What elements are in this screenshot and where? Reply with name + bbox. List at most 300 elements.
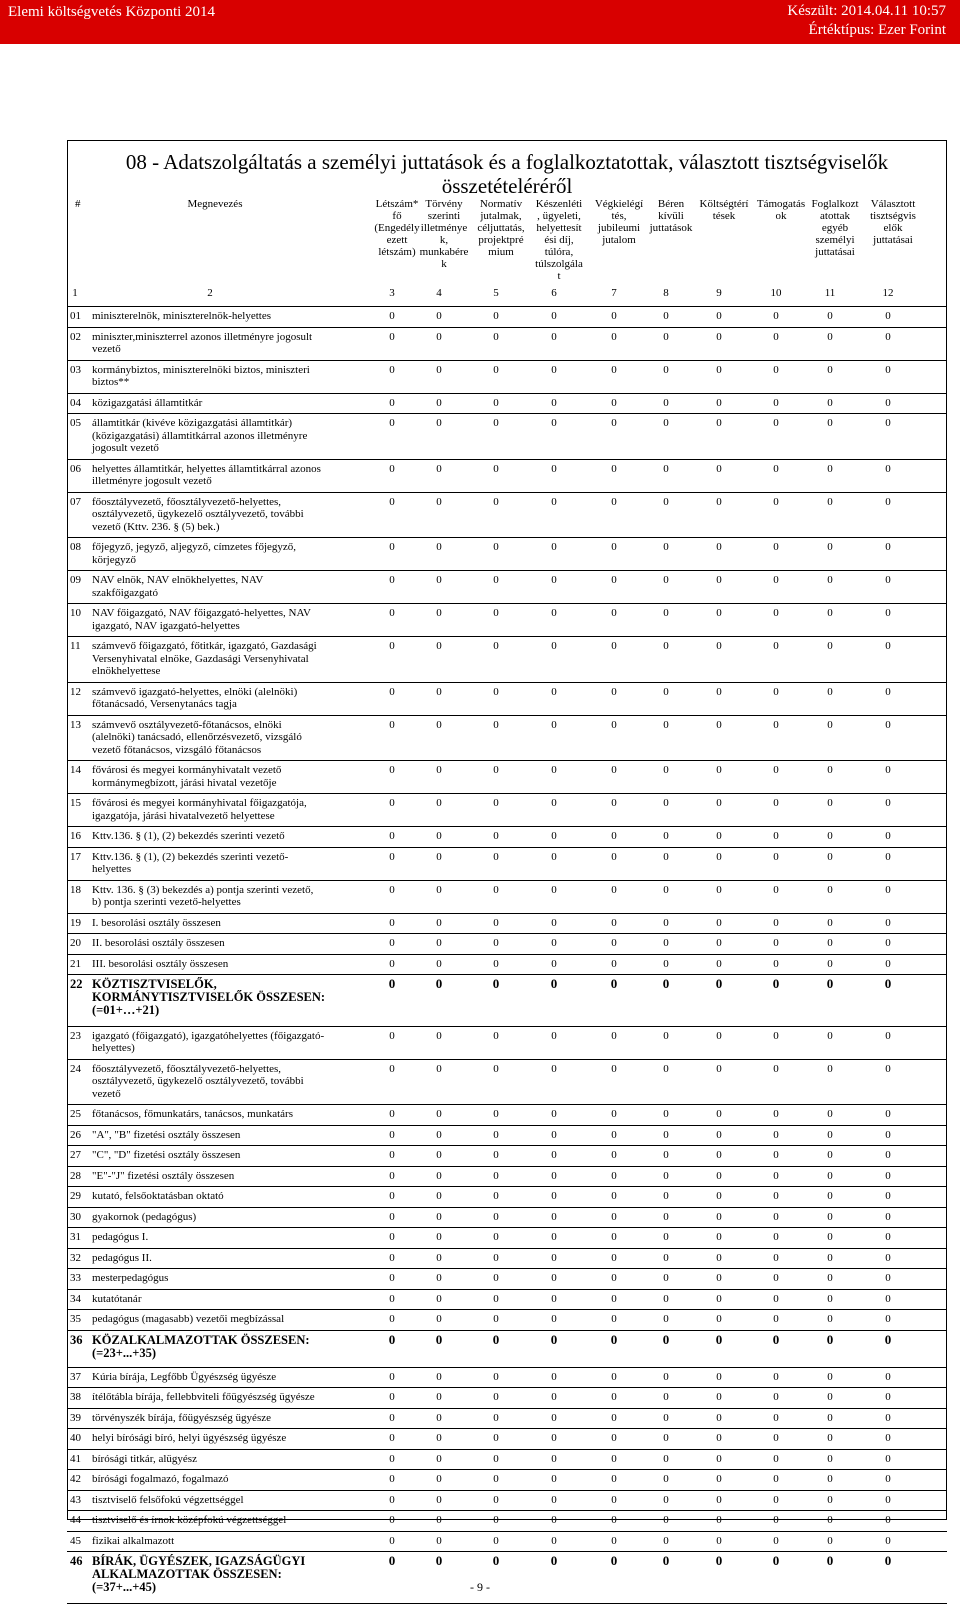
cell-elected-officials: 0 bbox=[885, 1514, 891, 1526]
cell-fringe-benefits: 0 bbox=[662, 1331, 670, 1347]
cell-standby-overtime: 0 bbox=[551, 330, 557, 343]
row-label-line: körjegyző bbox=[92, 553, 136, 566]
row-label-line: vezető (Kttv. 236. § (5) bek.) bbox=[92, 520, 220, 533]
row-label-line: igazgató, NAV igazgató-helyettes bbox=[92, 619, 240, 632]
cell-headcount: 0 bbox=[388, 1553, 396, 1568]
row-divider bbox=[67, 636, 947, 637]
table-row bbox=[67, 1293, 947, 1306]
cell-standby-overtime: 0 bbox=[551, 396, 557, 409]
cell-fringe-benefits: 0 bbox=[663, 1370, 669, 1383]
col-header-line: helyettesít bbox=[536, 222, 582, 234]
row-divider bbox=[67, 1469, 947, 1470]
row-number: 41 bbox=[70, 1452, 81, 1465]
cell-normative-bonus: 0 bbox=[493, 1391, 499, 1403]
cell-standby-overtime: 0 bbox=[551, 574, 557, 586]
row-label-line: BÍRÁK, ÜGYÉSZEK, IGAZSÁGÜGYI bbox=[92, 1554, 306, 1568]
cell-standby-overtime: 0 bbox=[550, 976, 558, 991]
cell-headcount: 0 bbox=[389, 1062, 395, 1075]
cell-statutory-salary: 0 bbox=[436, 685, 442, 698]
cell-elected-officials: 0 bbox=[884, 1331, 892, 1347]
col-header-line: (Engedély bbox=[374, 222, 420, 234]
cell-reimbursements: 0 bbox=[716, 330, 722, 343]
cell-headcount: 0 bbox=[389, 685, 395, 698]
row-label-line: bírósági titkár, alügyész bbox=[92, 1452, 197, 1465]
cell-severance-jubilee: 0 bbox=[610, 1331, 618, 1347]
col-header-line: ezett bbox=[386, 234, 408, 246]
cell-fringe-benefits: 0 bbox=[663, 937, 669, 949]
cell-other-personnel: 0 bbox=[827, 396, 833, 409]
cell-elected-officials: 0 bbox=[885, 1251, 891, 1264]
cell-headcount: 0 bbox=[389, 1029, 395, 1042]
cell-reimbursements: 0 bbox=[716, 1251, 722, 1264]
cell-standby-overtime: 0 bbox=[551, 1272, 557, 1284]
row-number: 25 bbox=[70, 1108, 81, 1120]
cell-subsidies: 0 bbox=[773, 1432, 779, 1444]
cell-elected-officials: 0 bbox=[885, 1473, 891, 1485]
row-label bbox=[92, 1453, 337, 1466]
cell-reimbursements: 0 bbox=[716, 937, 722, 949]
table-row bbox=[67, 1108, 947, 1121]
cell-other-personnel: 0 bbox=[826, 976, 834, 991]
cell-normative-bonus: 0 bbox=[493, 883, 499, 896]
cell-other-personnel: 0 bbox=[827, 1473, 833, 1485]
cell-reimbursements: 0 bbox=[716, 495, 722, 508]
cell-subsidies: 0 bbox=[773, 916, 779, 929]
cell-normative-bonus: 0 bbox=[493, 1534, 499, 1547]
row-label bbox=[92, 1514, 337, 1527]
cell-other-personnel: 0 bbox=[827, 1391, 833, 1403]
cell-subsidies: 0 bbox=[773, 363, 779, 376]
cell-headcount: 0 bbox=[389, 330, 395, 343]
cell-headcount: 0 bbox=[389, 462, 395, 475]
cell-subsidies: 0 bbox=[773, 1493, 779, 1506]
row-divider bbox=[67, 826, 947, 827]
col-header-line: ok bbox=[775, 210, 787, 222]
cell-subsidies: 0 bbox=[773, 1062, 779, 1075]
col-header-line: jutalmak, bbox=[480, 210, 522, 222]
row-divider bbox=[67, 1289, 947, 1290]
cell-reimbursements: 0 bbox=[715, 1331, 723, 1347]
row-label-line: közigazgatási államtitkár bbox=[92, 396, 203, 409]
col-header-line: jutalom bbox=[602, 234, 636, 246]
row-divider bbox=[67, 1186, 947, 1187]
cell-reimbursements: 0 bbox=[715, 1553, 723, 1568]
row-number: 19 bbox=[70, 916, 81, 929]
cell-fringe-benefits: 0 bbox=[663, 1210, 669, 1223]
row-number: 30 bbox=[70, 1210, 81, 1223]
row-label-line: mesterpedagógus bbox=[92, 1272, 169, 1284]
table-row bbox=[67, 1231, 947, 1244]
row-label-line: törvényszék bírája, főügyészség ügyésze bbox=[92, 1411, 271, 1424]
cell-fringe-benefits: 0 bbox=[663, 541, 669, 553]
table-row bbox=[67, 1063, 947, 1101]
cell-fringe-benefits: 0 bbox=[663, 1108, 669, 1120]
cell-statutory-salary: 0 bbox=[436, 1534, 442, 1547]
row-number: 27 bbox=[70, 1149, 81, 1161]
cell-standby-overtime: 0 bbox=[551, 1473, 557, 1485]
row-number: 44 bbox=[70, 1514, 81, 1526]
col-header-line: illetménye bbox=[420, 222, 468, 234]
created-timestamp: Készült: 2014.04.11 10:57 bbox=[787, 3, 946, 19]
cell-reimbursements: 0 bbox=[716, 1473, 722, 1485]
col-header-other-personnel bbox=[804, 198, 866, 258]
row-divider bbox=[67, 1145, 947, 1146]
cell-headcount: 0 bbox=[389, 1272, 395, 1284]
table-row bbox=[67, 331, 947, 356]
cell-subsidies: 0 bbox=[773, 1149, 779, 1161]
cell-reimbursements: 0 bbox=[716, 883, 722, 896]
cell-headcount: 0 bbox=[389, 1391, 395, 1403]
cell-subsidies: 0 bbox=[773, 937, 779, 949]
cell-headcount: 0 bbox=[389, 541, 395, 553]
cell-subsidies: 0 bbox=[773, 310, 779, 322]
col-header-line: tés, bbox=[611, 210, 627, 222]
row-divider bbox=[67, 1125, 947, 1126]
cell-normative-bonus: 0 bbox=[493, 850, 499, 863]
cell-severance-jubilee: 0 bbox=[611, 310, 617, 322]
cell-statutory-salary: 0 bbox=[436, 1473, 442, 1485]
row-number: 35 bbox=[70, 1313, 81, 1325]
cell-fringe-benefits: 0 bbox=[663, 363, 669, 376]
cell-reimbursements: 0 bbox=[716, 1514, 722, 1526]
row-label bbox=[92, 1149, 337, 1162]
cell-elected-officials: 0 bbox=[885, 541, 891, 553]
cell-statutory-salary: 0 bbox=[436, 1432, 442, 1444]
column-number: 7 bbox=[611, 287, 617, 299]
cell-reimbursements: 0 bbox=[716, 1411, 722, 1424]
table-row bbox=[67, 496, 947, 534]
row-label-line: vezető bbox=[92, 343, 121, 355]
row-number: 06 bbox=[70, 462, 81, 475]
cell-headcount: 0 bbox=[389, 1128, 395, 1141]
cell-other-personnel: 0 bbox=[827, 1231, 833, 1243]
cell-elected-officials: 0 bbox=[885, 574, 891, 586]
cell-reimbursements: 0 bbox=[716, 830, 722, 842]
cell-other-personnel: 0 bbox=[826, 1331, 834, 1347]
cell-fringe-benefits: 0 bbox=[663, 1514, 669, 1526]
cell-standby-overtime: 0 bbox=[551, 1062, 557, 1075]
cell-reimbursements: 0 bbox=[716, 1452, 722, 1465]
table-row bbox=[67, 1412, 947, 1425]
row-label bbox=[92, 1211, 337, 1224]
row-label bbox=[92, 417, 337, 455]
cell-standby-overtime: 0 bbox=[551, 1169, 557, 1182]
table-row bbox=[67, 417, 947, 455]
cell-statutory-salary: 0 bbox=[436, 1292, 442, 1305]
cell-subsidies: 0 bbox=[773, 1128, 779, 1141]
cell-normative-bonus: 0 bbox=[493, 1370, 499, 1383]
row-divider bbox=[67, 880, 947, 881]
name-header: Megnevezés bbox=[187, 198, 243, 210]
row-label-line: vezető bbox=[92, 1087, 121, 1100]
cell-statutory-salary: 0 bbox=[436, 574, 442, 586]
cell-normative-bonus: 0 bbox=[493, 830, 499, 842]
row-number: 39 bbox=[70, 1411, 81, 1424]
col-header-line: létszám) bbox=[378, 246, 416, 258]
table-row bbox=[67, 1391, 947, 1404]
cell-statutory-salary: 0 bbox=[436, 1272, 442, 1284]
row-divider bbox=[67, 1104, 947, 1105]
row-divider bbox=[67, 715, 947, 716]
cell-subsidies: 0 bbox=[773, 396, 779, 409]
row-divider bbox=[67, 793, 947, 794]
cell-severance-jubilee: 0 bbox=[611, 330, 617, 343]
cell-normative-bonus: 0 bbox=[493, 764, 499, 776]
row-label bbox=[92, 1494, 337, 1507]
cell-subsidies: 0 bbox=[773, 1108, 779, 1120]
row-label-line: KÖZTISZTVISELŐK, bbox=[92, 977, 217, 991]
col-header-line: szerinti bbox=[427, 210, 461, 222]
value-type: Értéktípus: Ezer Forint bbox=[808, 22, 946, 38]
table-row bbox=[67, 797, 947, 822]
cell-headcount: 0 bbox=[389, 718, 395, 731]
cell-fringe-benefits: 0 bbox=[663, 1062, 669, 1075]
cell-standby-overtime: 0 bbox=[551, 1452, 557, 1465]
cell-elected-officials: 0 bbox=[885, 607, 891, 619]
cell-headcount: 0 bbox=[389, 363, 395, 376]
row-label bbox=[92, 978, 337, 1017]
cell-headcount: 0 bbox=[389, 1432, 395, 1444]
table-row bbox=[67, 364, 947, 389]
cell-elected-officials: 0 bbox=[885, 1062, 891, 1075]
cell-severance-jubilee: 0 bbox=[611, 937, 617, 949]
cell-standby-overtime: 0 bbox=[551, 830, 557, 842]
cell-reimbursements: 0 bbox=[716, 1062, 722, 1075]
cell-headcount: 0 bbox=[389, 607, 395, 619]
row-divider bbox=[67, 1603, 947, 1604]
cell-fringe-benefits: 0 bbox=[663, 916, 669, 929]
cell-severance-jubilee: 0 bbox=[611, 462, 617, 475]
cell-elected-officials: 0 bbox=[885, 1029, 891, 1042]
cell-severance-jubilee: 0 bbox=[611, 1534, 617, 1547]
row-divider bbox=[67, 1268, 947, 1269]
cell-normative-bonus: 0 bbox=[493, 957, 499, 970]
row-label bbox=[92, 1313, 337, 1326]
table-row bbox=[67, 686, 947, 711]
cell-other-personnel: 0 bbox=[827, 462, 833, 475]
cell-reimbursements: 0 bbox=[716, 1029, 722, 1042]
cell-subsidies: 0 bbox=[772, 976, 780, 991]
cell-other-personnel: 0 bbox=[827, 495, 833, 508]
cell-statutory-salary: 0 bbox=[436, 607, 442, 619]
cell-elected-officials: 0 bbox=[885, 764, 891, 776]
cell-reimbursements: 0 bbox=[716, 1190, 722, 1202]
cell-headcount: 0 bbox=[389, 1231, 395, 1243]
row-label-line: számvevő főigazgató, főtitkár, igazgató, Gazdasági bbox=[92, 640, 317, 652]
cell-reimbursements: 0 bbox=[716, 957, 722, 970]
cell-headcount: 0 bbox=[389, 797, 395, 809]
cell-reimbursements: 0 bbox=[716, 916, 722, 929]
cell-normative-bonus: 0 bbox=[492, 1331, 500, 1347]
row-divider bbox=[67, 1059, 947, 1060]
row-label-line: (=01+…+21) bbox=[92, 1003, 160, 1017]
cell-elected-officials: 0 bbox=[885, 310, 891, 322]
table-row bbox=[67, 1313, 947, 1326]
cell-statutory-salary: 0 bbox=[436, 1514, 442, 1526]
cell-normative-bonus: 0 bbox=[493, 495, 499, 508]
cell-fringe-benefits: 0 bbox=[663, 330, 669, 343]
cell-other-personnel: 0 bbox=[827, 1169, 833, 1182]
cell-statutory-salary: 0 bbox=[436, 1493, 442, 1506]
col-header-line: tisztségvis bbox=[870, 210, 916, 222]
cell-severance-jubilee: 0 bbox=[611, 916, 617, 929]
row-label-line: biztos** bbox=[92, 376, 130, 388]
cell-standby-overtime: 0 bbox=[551, 797, 557, 809]
cell-severance-jubilee: 0 bbox=[611, 1391, 617, 1403]
cell-subsidies: 0 bbox=[773, 1169, 779, 1182]
cell-standby-overtime: 0 bbox=[551, 1210, 557, 1223]
cell-other-personnel: 0 bbox=[827, 718, 833, 731]
cell-headcount: 0 bbox=[388, 976, 396, 991]
cell-subsidies: 0 bbox=[773, 850, 779, 863]
row-divider bbox=[67, 847, 947, 848]
row-divider bbox=[67, 1330, 947, 1331]
col-header-subsidies bbox=[750, 198, 812, 222]
cell-fringe-benefits: 0 bbox=[663, 797, 669, 809]
row-divider bbox=[67, 537, 947, 538]
cell-standby-overtime: 0 bbox=[551, 1251, 557, 1264]
cell-reimbursements: 0 bbox=[716, 607, 722, 619]
cell-normative-bonus: 0 bbox=[493, 1251, 499, 1264]
cell-standby-overtime: 0 bbox=[551, 1313, 557, 1325]
cell-fringe-benefits: 0 bbox=[663, 1391, 669, 1403]
cell-standby-overtime: 0 bbox=[551, 1514, 557, 1526]
cell-standby-overtime: 0 bbox=[551, 417, 557, 429]
row-number: 34 bbox=[70, 1292, 81, 1305]
cell-elected-officials: 0 bbox=[885, 685, 891, 698]
cell-statutory-salary: 0 bbox=[435, 1553, 443, 1568]
cell-elected-officials: 0 bbox=[885, 1231, 891, 1243]
cell-statutory-salary: 0 bbox=[436, 417, 442, 429]
row-label-line: III. besorolási osztály összesen bbox=[92, 957, 229, 970]
row-number: 22 bbox=[70, 977, 83, 991]
cell-fringe-benefits: 0 bbox=[663, 417, 669, 429]
row-label-line: KÖZALKALMAZOTTAK ÖSSZESEN: bbox=[92, 1332, 310, 1347]
row-label-line: számvevő osztályvezető-főtanácsos, elnöki bbox=[92, 718, 282, 731]
cell-fringe-benefits: 0 bbox=[663, 1432, 669, 1444]
row-label-line: kutatótanár bbox=[92, 1292, 142, 1305]
cell-normative-bonus: 0 bbox=[493, 396, 499, 409]
cell-subsidies: 0 bbox=[773, 607, 779, 619]
cell-statutory-salary: 0 bbox=[435, 1331, 443, 1347]
row-label-line: pedagógus I. bbox=[92, 1231, 149, 1243]
col-header-line: Támogatás bbox=[756, 198, 806, 210]
table-row bbox=[67, 1494, 947, 1507]
col-header-elected-officials bbox=[862, 198, 924, 246]
cell-normative-bonus: 0 bbox=[493, 1432, 499, 1444]
table-row bbox=[67, 851, 947, 876]
row-label-line: (alelnöki) tanácsadó, ellenőrzésvezető, vizsgáló bbox=[92, 731, 302, 743]
cell-normative-bonus: 0 bbox=[493, 541, 499, 553]
cell-subsidies: 0 bbox=[773, 1190, 779, 1202]
row-label-line: főtanácsadó, Versenytanács tagja bbox=[92, 698, 237, 710]
column-number: 1 bbox=[72, 287, 78, 299]
row-divider bbox=[67, 393, 947, 394]
row-label-line: KORMÁNYTISZTVISELŐK ÖSSZESEN: bbox=[92, 990, 326, 1004]
cell-elected-officials: 0 bbox=[885, 1370, 891, 1383]
cell-elected-officials: 0 bbox=[885, 1313, 891, 1325]
row-divider bbox=[67, 492, 947, 493]
cell-reimbursements: 0 bbox=[716, 1493, 722, 1506]
row-label bbox=[92, 1371, 337, 1384]
cell-other-personnel: 0 bbox=[827, 1313, 833, 1325]
row-number: 36 bbox=[70, 1332, 83, 1347]
table-row bbox=[67, 640, 947, 678]
row-label bbox=[92, 1535, 337, 1548]
cell-severance-jubilee: 0 bbox=[611, 1313, 617, 1325]
cell-headcount: 0 bbox=[389, 396, 395, 409]
cell-normative-bonus: 0 bbox=[493, 1411, 499, 1424]
cell-reimbursements: 0 bbox=[716, 1108, 722, 1120]
row-label bbox=[92, 917, 337, 930]
column-number: 12 bbox=[882, 287, 894, 299]
row-label-line: elnökhelyettese bbox=[92, 665, 161, 677]
row-divider bbox=[67, 760, 947, 761]
cell-severance-jubilee: 0 bbox=[611, 495, 617, 508]
table-row bbox=[67, 397, 947, 410]
cell-reimbursements: 0 bbox=[716, 1128, 722, 1141]
col-header-line: , ügyeleti, bbox=[537, 210, 581, 222]
row-number: 29 bbox=[70, 1190, 81, 1202]
cell-headcount: 0 bbox=[389, 1313, 395, 1325]
cell-subsidies: 0 bbox=[773, 1514, 779, 1526]
cell-subsidies: 0 bbox=[773, 883, 779, 896]
row-label bbox=[92, 1473, 337, 1486]
col-header-line: fő bbox=[392, 210, 402, 222]
cell-reimbursements: 0 bbox=[716, 1370, 722, 1383]
cell-reimbursements: 0 bbox=[716, 363, 722, 376]
cell-normative-bonus: 0 bbox=[493, 363, 499, 376]
row-number: 01 bbox=[70, 310, 81, 322]
row-divider bbox=[67, 360, 947, 361]
cell-standby-overtime: 0 bbox=[551, 1029, 557, 1042]
row-label bbox=[92, 1272, 337, 1285]
row-label bbox=[92, 1391, 337, 1404]
row-label-line: II. besorolási osztály összesen bbox=[92, 937, 225, 949]
cell-statutory-salary: 0 bbox=[436, 1108, 442, 1120]
col-header-line: Törvény bbox=[425, 198, 463, 210]
table-row bbox=[67, 884, 947, 909]
cell-severance-jubilee: 0 bbox=[611, 417, 617, 429]
row-label-line: vezető főtanácsos, vizsgáló főtanácsos bbox=[92, 743, 262, 756]
row-divider bbox=[67, 1248, 947, 1249]
row-divider bbox=[67, 1551, 947, 1552]
row-label-line: helyettes államtitkár, helyettes államtitkárral azonos bbox=[92, 462, 321, 475]
table-row bbox=[67, 1473, 947, 1486]
table-row bbox=[67, 917, 947, 930]
cell-subsidies: 0 bbox=[773, 1473, 779, 1485]
row-label bbox=[92, 1190, 337, 1203]
cell-fringe-benefits: 0 bbox=[663, 462, 669, 475]
col-header-line: Foglalkozt bbox=[811, 198, 859, 210]
row-divider bbox=[67, 603, 947, 604]
cell-statutory-salary: 0 bbox=[436, 830, 442, 842]
cell-statutory-salary: 0 bbox=[436, 883, 442, 896]
cell-severance-jubilee: 0 bbox=[611, 1231, 617, 1243]
row-label bbox=[92, 1108, 337, 1121]
row-number: 42 bbox=[70, 1473, 81, 1485]
row-label-line: I. besorolási osztály összesen bbox=[92, 916, 221, 929]
row-label bbox=[92, 541, 337, 566]
cell-fringe-benefits: 0 bbox=[663, 1128, 669, 1141]
report-title: Elemi költségvetés Központi 2014 bbox=[8, 4, 216, 20]
cell-other-personnel: 0 bbox=[827, 330, 833, 343]
col-header-line: túlszolgála bbox=[535, 258, 583, 270]
row-label-line: főjegyző, jegyző, aljegyző, címzetes főjegyző, bbox=[92, 541, 297, 553]
cell-severance-jubilee: 0 bbox=[611, 883, 617, 896]
cell-other-personnel: 0 bbox=[827, 1272, 833, 1284]
cell-standby-overtime: 0 bbox=[551, 1108, 557, 1120]
